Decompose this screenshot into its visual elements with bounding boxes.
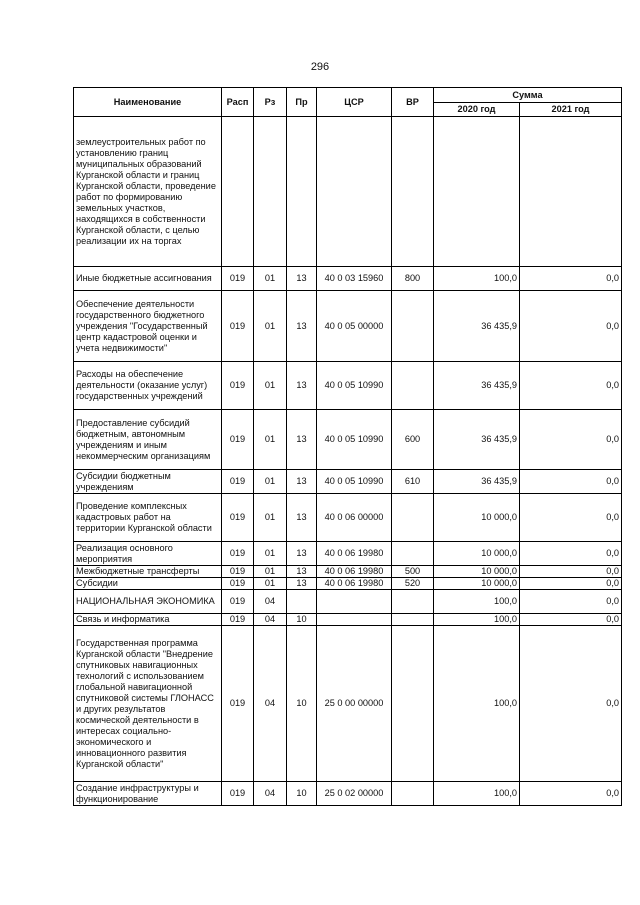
- cell-pr: 10: [287, 782, 317, 806]
- cell-name: Связь и информатика: [74, 614, 222, 626]
- cell-csr: 40 0 05 10990: [317, 410, 392, 470]
- cell-csr: 25 0 00 00000: [317, 626, 392, 782]
- cell-vr: [392, 117, 434, 267]
- header-vr: ВР: [392, 88, 434, 117]
- cell-vr: [392, 542, 434, 566]
- table-body: [74, 117, 622, 806]
- table-row: [74, 291, 622, 362]
- cell-sum-2021: 0,0: [520, 410, 622, 470]
- table-row: [74, 578, 622, 590]
- cell-sum-2020: 36 435,9: [434, 362, 520, 410]
- cell-rz: 01: [254, 542, 287, 566]
- table-row: [74, 542, 622, 566]
- cell-sum-2021: 0,0: [520, 494, 622, 542]
- page-number: 296: [310, 61, 330, 73]
- cell-csr: [317, 590, 392, 614]
- cell-sum-2020: 10 000,0: [434, 494, 520, 542]
- cell-name: Проведение комплексных кадастровых работ на территории Курганской области: [74, 494, 222, 542]
- cell-sum-2021: 0,0: [520, 470, 622, 494]
- cell-pr: [287, 590, 317, 614]
- table-row: [74, 590, 622, 614]
- cell-sum-2021: 0,0: [520, 267, 622, 291]
- cell-sum-2021: 0,0: [520, 590, 622, 614]
- cell-sum-2021: 0,0: [520, 566, 622, 578]
- header-rasp: Расп: [222, 88, 254, 117]
- cell-rz: 01: [254, 470, 287, 494]
- table-row: [74, 494, 622, 542]
- cell-sum-2020: 36 435,9: [434, 470, 520, 494]
- cell-sum-2021: 0,0: [520, 578, 622, 590]
- cell-name: НАЦИОНАЛЬНАЯ ЭКОНОМИКА: [74, 590, 222, 614]
- cell-sum-2021: 0,0: [520, 614, 622, 626]
- cell-rz: 01: [254, 578, 287, 590]
- cell-name: Предоставление субсидий бюджетным, автономным учреждениям и иным некоммерческим организациям: [74, 410, 222, 470]
- cell-rz: [254, 117, 287, 267]
- cell-vr: 600: [392, 410, 434, 470]
- cell-csr: 40 0 06 00000: [317, 494, 392, 542]
- cell-sum-2021: 0,0: [520, 542, 622, 566]
- cell-rasp: 019: [222, 494, 254, 542]
- cell-rasp: 019: [222, 590, 254, 614]
- cell-pr: 10: [287, 614, 317, 626]
- cell-rasp: 019: [222, 614, 254, 626]
- cell-csr: 40 0 03 15960: [317, 267, 392, 291]
- cell-name: Создание инфраструктуры и функционирование: [74, 782, 222, 806]
- cell-csr: 40 0 05 00000: [317, 291, 392, 362]
- table-row: [74, 782, 622, 806]
- cell-pr: 13: [287, 291, 317, 362]
- cell-sum-2021: 0,0: [520, 782, 622, 806]
- cell-pr: 13: [287, 362, 317, 410]
- header-csr: ЦСР: [317, 88, 392, 117]
- cell-vr: [392, 362, 434, 410]
- cell-sum-2020: 10 000,0: [434, 542, 520, 566]
- table-row: [74, 410, 622, 470]
- header-rz: Рз: [254, 88, 287, 117]
- cell-name: Иные бюджетные ассигнования: [74, 267, 222, 291]
- cell-csr: [317, 614, 392, 626]
- cell-sum-2020: 100,0: [434, 267, 520, 291]
- header-pr: Пр: [287, 88, 317, 117]
- cell-vr: 800: [392, 267, 434, 291]
- cell-vr: 520: [392, 578, 434, 590]
- table-row: [74, 117, 622, 267]
- table-row: [74, 362, 622, 410]
- cell-rasp: 019: [222, 542, 254, 566]
- cell-vr: [392, 626, 434, 782]
- cell-sum-2021: 0,0: [520, 626, 622, 782]
- cell-sum-2020: 100,0: [434, 590, 520, 614]
- cell-name: Субсидии: [74, 578, 222, 590]
- cell-pr: [287, 117, 317, 267]
- cell-sum-2020: 10 000,0: [434, 578, 520, 590]
- table-row: [74, 614, 622, 626]
- cell-vr: [392, 494, 434, 542]
- cell-sum-2020: 10 000,0: [434, 566, 520, 578]
- cell-rasp: 019: [222, 470, 254, 494]
- cell-sum-2020: 36 435,9: [434, 291, 520, 362]
- cell-rz: 01: [254, 291, 287, 362]
- cell-rz: 01: [254, 267, 287, 291]
- cell-pr: 13: [287, 542, 317, 566]
- cell-name: Субсидии бюджетным учреждениям: [74, 470, 222, 494]
- cell-rasp: 019: [222, 626, 254, 782]
- header-name: Наименование: [74, 88, 222, 117]
- cell-vr: [392, 614, 434, 626]
- cell-pr: 13: [287, 494, 317, 542]
- cell-csr: 40 0 05 10990: [317, 470, 392, 494]
- cell-vr: [392, 782, 434, 806]
- cell-name: Реализация основного мероприятия: [74, 542, 222, 566]
- cell-sum-2020: 100,0: [434, 614, 520, 626]
- cell-rz: 01: [254, 362, 287, 410]
- cell-sum-2020: [434, 117, 520, 267]
- cell-name: Межбюджетные трансферты: [74, 566, 222, 578]
- cell-vr: [392, 291, 434, 362]
- cell-name: Обеспечение деятельности государственного бюджетного учреждения "Государственный центр кадастровой оценки и учета недвижимости": [74, 291, 222, 362]
- cell-name: Расходы на обеспечение деятельности (оказание услуг) государственных учреждений: [74, 362, 222, 410]
- cell-pr: 13: [287, 267, 317, 291]
- cell-pr: 13: [287, 410, 317, 470]
- cell-rz: 01: [254, 566, 287, 578]
- cell-rasp: 019: [222, 291, 254, 362]
- cell-sum-2020: 36 435,9: [434, 410, 520, 470]
- cell-rasp: 019: [222, 782, 254, 806]
- cell-rz: 04: [254, 626, 287, 782]
- cell-csr: [317, 117, 392, 267]
- cell-rasp: [222, 117, 254, 267]
- cell-rasp: 019: [222, 362, 254, 410]
- cell-csr: 40 0 06 19980: [317, 578, 392, 590]
- cell-sum-2020: 100,0: [434, 626, 520, 782]
- table-row: [74, 566, 622, 578]
- cell-rasp: 019: [222, 267, 254, 291]
- cell-vr: 500: [392, 566, 434, 578]
- cell-sum-2020: 100,0: [434, 782, 520, 806]
- cell-csr: 40 0 06 19980: [317, 542, 392, 566]
- cell-rz: 04: [254, 590, 287, 614]
- table-header: [74, 88, 622, 117]
- cell-rz: 04: [254, 782, 287, 806]
- cell-csr: 40 0 06 19980: [317, 566, 392, 578]
- table-row: [74, 626, 622, 782]
- budget-table: [73, 87, 622, 806]
- cell-csr: 40 0 05 10990: [317, 362, 392, 410]
- header-year-2020: 2020 год: [434, 103, 520, 117]
- cell-rz: 04: [254, 614, 287, 626]
- cell-vr: [392, 590, 434, 614]
- cell-pr: 13: [287, 470, 317, 494]
- cell-pr: 13: [287, 566, 317, 578]
- cell-name: Государственная программа Курганской области "Внедрение спутниковых навигационных технологий с использованием глобальной навигационной спутниковой системы ГЛОНАСС и других результатов космической деятельности в интересах социально-экономического и инновационного развития Курганской области": [74, 626, 222, 782]
- cell-rz: 01: [254, 410, 287, 470]
- header-sum: Сумма: [434, 88, 622, 103]
- cell-rz: 01: [254, 494, 287, 542]
- cell-rasp: 019: [222, 566, 254, 578]
- table-row: [74, 470, 622, 494]
- cell-rasp: 019: [222, 410, 254, 470]
- table-row: [74, 267, 622, 291]
- cell-rasp: 019: [222, 578, 254, 590]
- cell-csr: 25 0 02 00000: [317, 782, 392, 806]
- cell-sum-2021: 0,0: [520, 362, 622, 410]
- cell-pr: 10: [287, 626, 317, 782]
- cell-vr: 610: [392, 470, 434, 494]
- header-year-2021: 2021 год: [520, 103, 622, 117]
- cell-sum-2021: 0,0: [520, 291, 622, 362]
- cell-pr: 13: [287, 578, 317, 590]
- cell-sum-2021: [520, 117, 622, 267]
- cell-name: землеустроительных работ по установлению границ муниципальных образований Курганской области и границ Курганской области, проведение работ по формированию земельных участков, находящихся в собственности Курганской области, с целью реализации их на торгах: [74, 117, 222, 267]
